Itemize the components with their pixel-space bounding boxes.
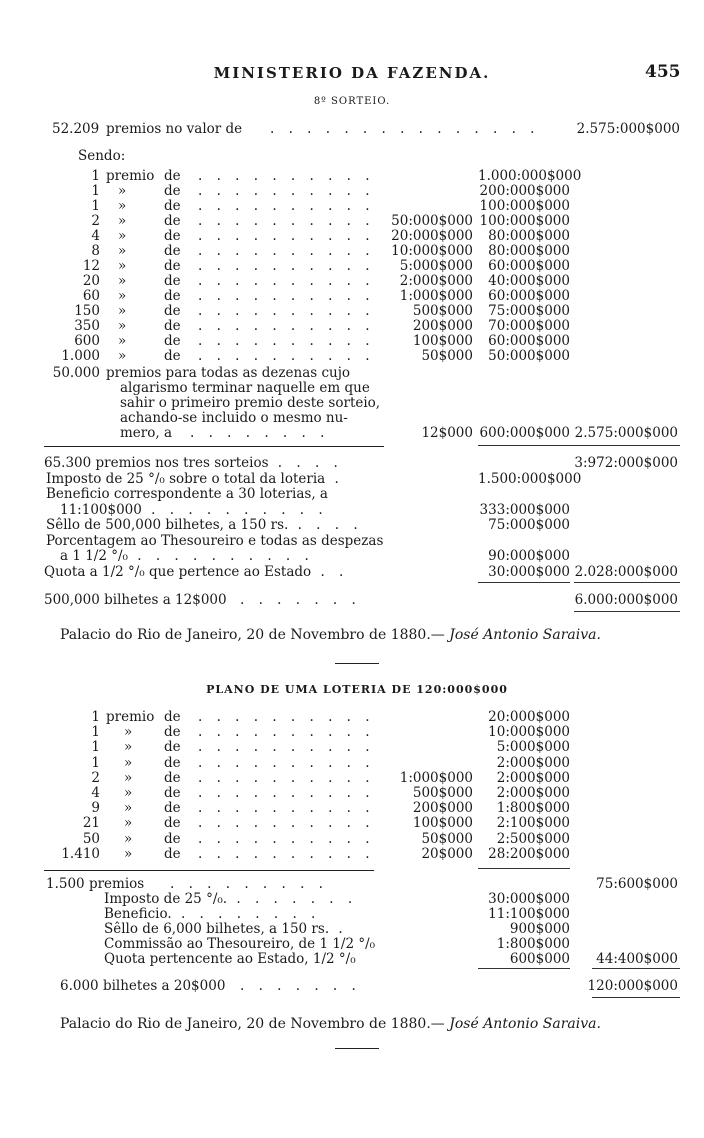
deduction-value: 30:000$000 [488, 891, 570, 907]
row-unit: 10:000$000 [391, 243, 473, 259]
plan-row-unit: 500$000 [412, 785, 473, 801]
summary-text: Quota a 1/2 °/₀ que pertence ao Estado . . [44, 563, 349, 580]
intro-total: 2.575:000$000 [576, 121, 680, 137]
dezenas-total: 600:000$000 [479, 425, 570, 441]
summary-line: Beneficio correspondente a 30 loterias, a [46, 486, 328, 502]
row-dots: . . . . . . . . . . [198, 273, 375, 289]
dezenas-line3: sahir o primeiro premio deste sorteio, [120, 395, 381, 411]
divider [592, 997, 680, 998]
row-total: 40:000$000 [488, 273, 570, 289]
plan-row-de: de [164, 739, 181, 756]
row-unit: 5:000$000 [399, 258, 473, 274]
summary-line: Quota a 1/2 °/₀ que pertence ao Estado [44, 563, 312, 580]
summary-col2: 3:972:000$000 [574, 455, 678, 471]
summary-text [46, 533, 383, 549]
row-unit: 20:000$000 [391, 228, 473, 244]
row-label: » [118, 243, 127, 259]
row-unit: 1:000$000 [399, 288, 473, 304]
row-de: de [164, 168, 181, 184]
plan-row-dots: . . . . . . . . . . [198, 785, 375, 801]
plan-row-de: de [164, 754, 181, 771]
row-qty: 350 [74, 318, 100, 334]
plan-title: PLANO DE UMA LOTERIA DE 120:000$000 [206, 683, 508, 696]
plano-final-dots: . . . . . . . [240, 978, 361, 994]
row-total: 80:000$000 [488, 243, 570, 259]
plan-row-dots: . . . . . . . . . . [198, 800, 375, 817]
deduction-line: Imposto de 25 °/₀. [104, 891, 228, 907]
deduction-text: Sêllo de 6,000 bilhetes, a 150 rs. . [104, 921, 348, 937]
row-dots: . . . . . . . . . . [198, 213, 375, 229]
row-label: » [118, 183, 127, 199]
plano-premios-label: 1.500 premios [46, 876, 145, 892]
row-total: 75:000$000 [488, 303, 570, 319]
plan-row-de: de [164, 769, 181, 786]
plan-row-label: » [124, 724, 133, 741]
row-dots: . . . . . . . . . . [198, 228, 375, 244]
dezenas-grand: 2.575:000$000 [574, 425, 678, 441]
plan-row-total: 20:000$000 [488, 709, 570, 725]
row-qty: 8 [91, 243, 100, 259]
row-label: » [118, 318, 127, 334]
row-unit: 50:000$000 [391, 213, 473, 229]
section-subtitle: 8º SORTEIO. [313, 96, 391, 107]
final-label: 500,000 bilhetes a 12$000 [44, 592, 227, 608]
row-label: » [118, 303, 127, 319]
plan-row-de: de [164, 830, 181, 847]
plan-row-total: 2:100$000 [496, 815, 570, 832]
row-qty: 1 [91, 183, 100, 199]
summary-line: Imposto de 25 °/₀ sobre o total da loteria [46, 470, 326, 487]
plan-row-dots: . . . . . . . . . . [198, 815, 375, 832]
deduction-grand: 44:400$000 [596, 951, 678, 967]
sendo-label: Sendo: [78, 148, 126, 164]
row-qty: 150 [74, 303, 100, 319]
deduction-value: 1:800$000 [496, 936, 570, 952]
row-label: » [118, 333, 127, 349]
row-de: de [164, 213, 181, 229]
plan-row-qty: 1 [91, 724, 100, 741]
row-label: » [118, 228, 127, 244]
plan-row-de: de [164, 709, 181, 725]
row-label: » [118, 258, 127, 274]
row-total: 100:000$000 [479, 198, 570, 214]
summary-text [46, 486, 328, 502]
row-de: de [164, 273, 181, 289]
dezenas-line4: achando-se incluido o mesmo nu- [120, 410, 348, 426]
plan-row-de: de [164, 724, 181, 741]
row-dots: . . . . . . . . . . [198, 348, 375, 364]
summary-line: a 1 1/2 °/₀ [60, 548, 128, 564]
plan-row-total: 2:000$000 [496, 785, 570, 801]
divider [478, 445, 680, 446]
row-qty: 1 [91, 198, 100, 214]
deduction-text [104, 951, 356, 967]
intro-label: premios no valor de [106, 121, 243, 137]
plan-row-dots: . . . . . . . . . . [198, 739, 375, 756]
row-qty: 1 [91, 168, 100, 184]
plan-row-de: de [164, 815, 181, 832]
row-total: 70:000$000 [488, 318, 570, 334]
plan-row-dots: . . . . . . . . . . [198, 830, 375, 847]
summary-line: Sêllo de 500,000 bilhetes, a 150 rs. [46, 517, 289, 533]
plan-row-total: 1:800$000 [496, 800, 570, 817]
intro-dots: . . . . . . . . . . . . . . . [270, 121, 540, 137]
plan-row-unit: 1:000$000 [399, 769, 473, 786]
page-title: MINISTERIO DA FAZENDA. [213, 64, 491, 82]
divider [592, 968, 680, 969]
plan-row-label: » [124, 845, 133, 862]
divider [44, 870, 374, 871]
row-dots: . . . . . . . . . . [198, 198, 375, 214]
divider [335, 663, 379, 664]
row-de: de [164, 258, 181, 274]
row-unit: 50$000 [421, 348, 473, 364]
row-total: 60:000$000 [488, 333, 570, 349]
row-dots: . . . . . . . . . . [198, 333, 375, 349]
row-de: de [164, 243, 181, 259]
row-total: 60:000$000 [488, 258, 570, 274]
plan-row-unit: 100$000 [412, 815, 473, 832]
plan-row-qty: 1.410 [61, 845, 100, 862]
summary-line: Porcentagem ao Thesoureiro e todas as despezas [46, 532, 384, 549]
plan-row-label: » [124, 815, 133, 832]
plan-row-total: 28:200$000 [488, 845, 570, 862]
plan-row-label: » [124, 754, 133, 771]
plan-row-de: de [164, 785, 181, 801]
row-label: premio [106, 168, 155, 184]
plan-row-de: de [164, 845, 181, 862]
row-qty: 2 [91, 213, 100, 229]
summary-line: 11:100$000 [60, 501, 142, 518]
plan-row-total: 2:500$000 [496, 830, 570, 847]
deduction-text: Beneficio. . . . . . . . . [104, 906, 321, 922]
summary-text: 11:100$000 . . . . . . . . . . [60, 501, 328, 518]
divider [478, 868, 570, 869]
summary-col1: 333:000$000 [479, 501, 570, 518]
deduction-value: 11:100$000 [488, 906, 570, 922]
summary-text: a 1 1/2 °/₀ . . . . . . . . . . [60, 548, 314, 564]
plano-final-total: 120:000$000 [587, 978, 678, 994]
row-total: 60:000$000 [488, 288, 570, 304]
plan-row-qty: 50 [82, 830, 100, 847]
intro-count: 52.209 [52, 121, 100, 137]
divider [574, 582, 680, 583]
row-de: de [164, 348, 181, 364]
row-dots: . . . . . . . . . . [198, 288, 375, 304]
dezenas-line2: algarismo terminar naquelle em que [120, 380, 370, 396]
summary-col1: 90:000$000 [488, 548, 570, 564]
summary-col1: 1.500:000$000 [478, 470, 582, 487]
plan-row-label: premio [106, 709, 155, 725]
final-total: 6.000:000$000 [574, 592, 678, 608]
divider [44, 446, 384, 447]
row-label: » [118, 348, 127, 364]
plan-row-qty: 2 [91, 769, 100, 786]
row-total: 200:000$000 [479, 183, 570, 199]
plan-row-unit: 20$000 [421, 845, 473, 862]
deduction-value: 600$000 [509, 951, 570, 967]
plan-row-label: » [124, 830, 133, 847]
final-dots: . . . . . . . [240, 592, 361, 608]
plan-row-dots: . . . . . . . . . . [198, 709, 375, 725]
plan-row-qty: 1 [91, 709, 100, 725]
plan-row-unit: 200$000 [412, 800, 473, 817]
row-dots: . . . . . . . . . . [198, 318, 375, 334]
plan-row-unit: 50$000 [421, 830, 473, 847]
deduction-line: Commissão ao Thesoureiro, de 1 1/2 °/₀ [104, 936, 376, 952]
row-qty: 60 [82, 288, 100, 304]
row-dots: . . . . . . . . . . [198, 303, 375, 319]
row-dots: . . . . . . . . . . [198, 258, 375, 274]
row-qty: 600 [74, 333, 100, 349]
row-dots: . . . . . . . . . . [198, 168, 375, 184]
plan-row-qty: 1 [91, 739, 100, 756]
divider [478, 968, 570, 969]
row-dots: . . . . . . . . . . [198, 243, 375, 259]
plan-row-dots: . . . . . . . . . . [198, 724, 375, 741]
row-label: » [118, 273, 127, 289]
summary-text: Sêllo de 500,000 bilhetes, a 150 rs. . . . . [46, 517, 363, 533]
summary-col1: 30:000$000 [488, 563, 570, 580]
row-total: 1.000:000$000 [478, 168, 582, 184]
plan-row-qty: 4 [91, 785, 100, 801]
row-de: de [164, 303, 181, 319]
plan-row-de: de [164, 800, 181, 817]
row-unit: 2:000$000 [399, 273, 473, 289]
dezenas-line5: mero, a [120, 425, 173, 441]
plan-row-qty: 1 [91, 754, 100, 771]
row-de: de [164, 198, 181, 214]
summary-col2: 2.028:000$000 [574, 563, 678, 580]
divider [335, 1048, 379, 1049]
summary-text: Imposto de 25 °/₀ sobre o total da loteria . [46, 470, 344, 487]
plano-final-label: 6.000 bilhetes a 20$000 [60, 978, 226, 994]
plan-row-label: » [124, 739, 133, 756]
plano-signature: Palacio do Rio de Janeiro, 20 de Novembro de 1880.— José Antonio Saraiva. [60, 1016, 601, 1032]
deduction-value: 900$000 [509, 921, 570, 937]
row-label: » [118, 198, 127, 214]
deduction-text [104, 936, 375, 952]
plan-row-dots: . . . . . . . . . . [198, 845, 375, 862]
plan-row-total: 5:000$000 [496, 739, 570, 756]
plan-row-total: 2:000$000 [496, 754, 570, 771]
plan-row-total: 2:000$000 [496, 769, 570, 786]
row-unit: 100$000 [412, 333, 473, 349]
plan-row-qty: 9 [91, 800, 100, 817]
summary-text: 65.300 premios nos tres sorteios . . . . [44, 455, 343, 471]
row-de: de [164, 333, 181, 349]
dezenas-dots: . . . . . . . . [190, 425, 330, 441]
plan-row-dots: . . . . . . . . . . [198, 769, 375, 786]
signature: Palacio do Rio de Janeiro, 20 de Novembro de 1880.— José Antonio Saraiva. [60, 627, 601, 643]
dezenas-unit: 12$000 [421, 425, 473, 441]
row-total: 80:000$000 [488, 228, 570, 244]
divider [574, 611, 680, 612]
summary-line: 65.300 premios nos tres sorteios [44, 455, 269, 471]
row-total: 100:000$000 [479, 213, 570, 229]
row-de: de [164, 183, 181, 199]
plan-row-qty: 21 [82, 815, 100, 832]
plano-premios-dots: . . . . . . . . . [170, 876, 328, 892]
deduction-text: Imposto de 25 °/₀. . . . . . . . [104, 891, 358, 907]
row-de: de [164, 288, 181, 304]
row-label: » [118, 213, 127, 229]
row-unit: 200$000 [412, 318, 473, 334]
row-qty: 20 [82, 273, 100, 289]
plan-row-dots: . . . . . . . . . . [198, 754, 375, 771]
row-qty: 1.000 [61, 348, 100, 364]
summary-col1: 75:000$000 [488, 517, 570, 533]
row-de: de [164, 318, 181, 334]
plano-premios-total: 75:600$000 [596, 876, 678, 892]
plan-row-label: » [124, 785, 133, 801]
row-label: » [118, 288, 127, 304]
plan-row-label: » [124, 800, 133, 817]
plan-row-label: » [124, 769, 133, 786]
dezenas-line1: premios para todas as dezenas cujo [106, 365, 351, 381]
page-number: 455 [645, 62, 681, 82]
row-qty: 4 [91, 228, 100, 244]
deduction-line: Beneficio. [104, 906, 172, 922]
deduction-line: Quota pertencente ao Estado, 1/2 °/₀ [104, 951, 356, 967]
row-dots: . . . . . . . . . . [198, 183, 375, 199]
plan-row-total: 10:000$000 [488, 724, 570, 741]
row-de: de [164, 228, 181, 244]
dezenas-qty: 50.000 [52, 365, 100, 381]
row-unit: 500$000 [412, 303, 473, 319]
row-total: 50:000$000 [488, 348, 570, 364]
divider [478, 582, 570, 583]
deduction-line: Sêllo de 6,000 bilhetes, a 150 rs. [104, 921, 330, 937]
row-qty: 12 [82, 258, 100, 274]
